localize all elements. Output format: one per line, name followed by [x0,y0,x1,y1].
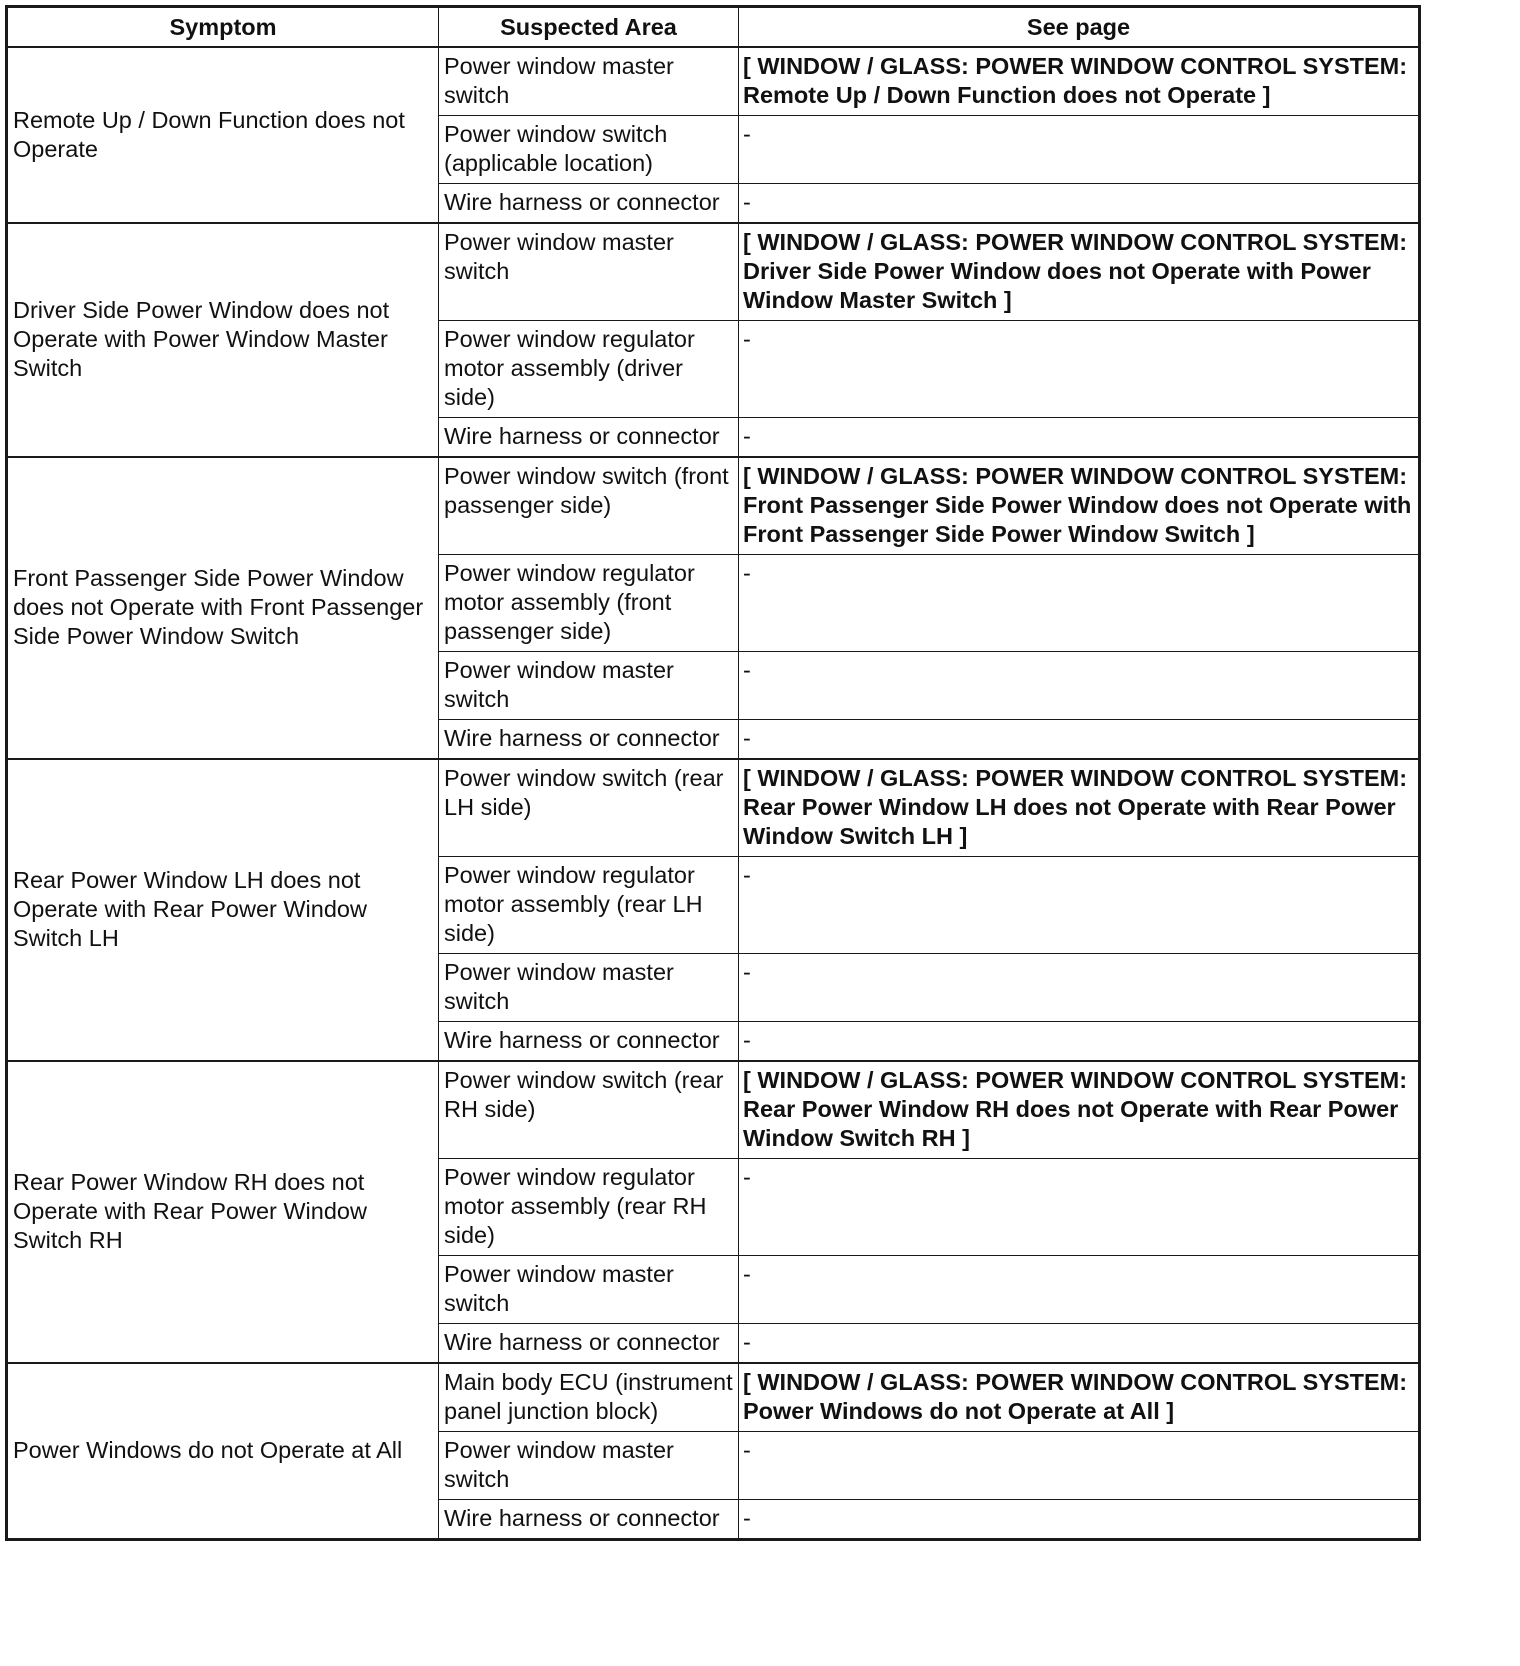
table-row [7,47,1420,116]
see-page-link[interactable]: [ WINDOW / GLASS: POWER WINDOW CONTROL SYSTEM: Power Windows do not Operate at All ] [739,1363,1420,1432]
header-symptom: Symptom [7,7,439,48]
suspected-area-cell: Wire harness or connector [439,184,739,224]
suspected-area-cell: Power window regulator motor assembly (driver side) [439,321,739,418]
symptom-cell: Remote Up / Down Function does not Operate [7,47,439,223]
suspected-area-cell: Wire harness or connector [439,1324,739,1364]
see-page-cell: - [739,1256,1420,1324]
see-page-link[interactable]: [ WINDOW / GLASS: POWER WINDOW CONTROL SYSTEM: Remote Up / Down Function does not Operate ] [739,47,1420,116]
see-page-link[interactable]: [ WINDOW / GLASS: POWER WINDOW CONTROL SYSTEM: Rear Power Window LH does not Operate with Rear Power Window Switch LH ] [739,759,1420,857]
suspected-area-cell: Power window master switch [439,47,739,116]
see-page-cell: - [739,184,1420,224]
see-page-cell: - [739,1324,1420,1364]
suspected-area-cell: Power window switch (applicable location) [439,116,739,184]
see-page-cell: - [739,954,1420,1022]
symptom-cell: Rear Power Window RH does not Operate with Rear Power Window Switch RH [7,1061,439,1363]
see-page-cell: - [739,720,1420,760]
suspected-area-cell: Power window master switch [439,954,739,1022]
suspected-area-cell: Wire harness or connector [439,1500,739,1540]
suspected-area-cell: Power window switch (rear RH side) [439,1061,739,1159]
see-page-cell: - [739,116,1420,184]
see-page-cell: - [739,1500,1420,1540]
see-page-cell: - [739,1022,1420,1062]
symptom-cell: Power Windows do not Operate at All [7,1363,439,1540]
suspected-area-cell: Main body ECU (instrument panel junction block) [439,1363,739,1432]
suspected-area-cell: Power window switch (front passenger side) [439,457,739,555]
see-page-cell: - [739,321,1420,418]
table-row [7,223,1420,321]
see-page-cell: - [739,555,1420,652]
suspected-area-cell: Power window master switch [439,1432,739,1500]
symptom-cell: Rear Power Window LH does not Operate with Rear Power Window Switch LH [7,759,439,1061]
see-page-cell: - [739,1159,1420,1256]
suspected-area-cell: Wire harness or connector [439,418,739,458]
see-page-link[interactable]: [ WINDOW / GLASS: POWER WINDOW CONTROL SYSTEM: Rear Power Window RH does not Operate with Rear Power Window Switch RH ] [739,1061,1420,1159]
see-page-link[interactable]: [ WINDOW / GLASS: POWER WINDOW CONTROL SYSTEM: Driver Side Power Window does not Operate with Power Window Master Switch ] [739,223,1420,321]
suspected-area-cell: Power window master switch [439,1256,739,1324]
table-header-row [7,7,1420,48]
see-page-link[interactable]: [ WINDOW / GLASS: POWER WINDOW CONTROL SYSTEM: Front Passenger Side Power Window does not Operate with Front Passenger Side Power Window Switch ] [739,457,1420,555]
problem-symptoms-table [5,5,1421,1541]
troubleshooting-sheet [5,5,1418,1541]
table-row [7,457,1420,555]
suspected-area-cell: Wire harness or connector [439,720,739,760]
table-row [7,1363,1420,1432]
symptom-cell: Driver Side Power Window does not Operate with Power Window Master Switch [7,223,439,457]
table-row [7,759,1420,857]
see-page-cell: - [739,857,1420,954]
suspected-area-cell: Power window regulator motor assembly (front passenger side) [439,555,739,652]
see-page-cell: - [739,418,1420,458]
see-page-cell: - [739,652,1420,720]
header-see-page: See page [739,7,1420,48]
suspected-area-cell: Power window switch (rear LH side) [439,759,739,857]
header-suspected-area: Suspected Area [439,7,739,48]
suspected-area-cell: Power window regulator motor assembly (rear RH side) [439,1159,739,1256]
suspected-area-cell: Wire harness or connector [439,1022,739,1062]
suspected-area-cell: Power window master switch [439,652,739,720]
table-row [7,1061,1420,1159]
suspected-area-cell: Power window regulator motor assembly (rear LH side) [439,857,739,954]
symptom-cell: Front Passenger Side Power Window does not Operate with Front Passenger Side Power Window Switch [7,457,439,759]
suspected-area-cell: Power window master switch [439,223,739,321]
see-page-cell: - [739,1432,1420,1500]
